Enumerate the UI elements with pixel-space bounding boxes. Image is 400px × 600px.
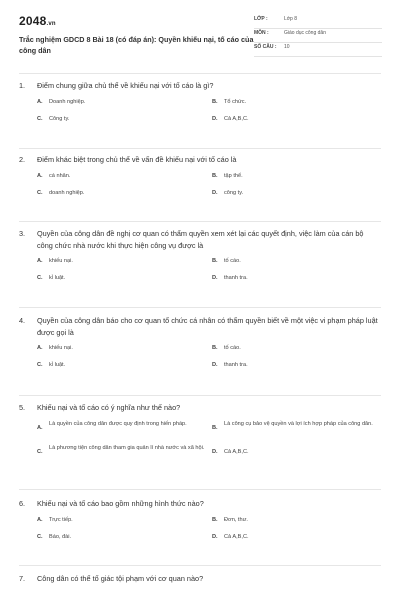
site-logo[interactable]: 2048.vn: [19, 14, 56, 28]
option-c[interactable]: C. Công ty.: [37, 115, 70, 122]
options-row: [19, 189, 381, 206]
question-text: Khiếu nại và tố cáo có ý nghĩa như thế nào?: [37, 403, 181, 412]
document-title: Trắc nghiệm GDCD 8 Bài 18 (có đáp án): Quyền khiếu nại, tố cáo của công dân: [19, 35, 254, 55]
question-number: 1.: [19, 81, 26, 90]
question-stem: [19, 498, 381, 510]
options-row: [19, 172, 381, 189]
option-c[interactable]: C. kỉ luật.: [37, 362, 66, 368]
meta-value: Giáo dục công dân: [284, 30, 326, 36]
question-6: [19, 498, 381, 550]
option-a[interactable]: A. khiếu nại.: [37, 258, 73, 264]
option-b[interactable]: B. tập thể.: [212, 172, 243, 179]
question-text: Quyền của công dân đề nghị cơ quan có thẩm quyền xem xét lại các quyết định, việc làm của cán bộ công chức nhà nước khi thực hiện công vụ được là: [37, 229, 364, 250]
options: [19, 257, 381, 291]
question-number: 5.: [19, 403, 26, 412]
question-text: Điểm chung giữa chủ thể về khiếu nại với tố cáo là gì?: [37, 81, 214, 90]
option-d[interactable]: D. công ty.: [212, 189, 244, 196]
option-d[interactable]: D. thanh tra.: [212, 362, 248, 368]
option-c[interactable]: C. Là phương tiện công dân tham gia quản lí nhà nước và xã hội.: [37, 444, 205, 455]
options-row: [19, 361, 381, 378]
option-b[interactable]: B. Tổ chức.: [212, 98, 247, 105]
question-number: 4.: [19, 316, 26, 325]
question-number: 2.: [19, 155, 26, 164]
options-row: [19, 533, 381, 550]
meta-row-class: [254, 15, 382, 29]
options-row: [19, 98, 381, 115]
option-a[interactable]: A. Doanh nghiệp.: [37, 98, 86, 105]
question-4: [19, 315, 381, 378]
options: [19, 172, 381, 206]
question-text: Công dân có thể tố giác tội phạm với cơ quan nào?: [37, 574, 204, 583]
option-d[interactable]: D. Cả A,B,C.: [212, 448, 249, 455]
options: [19, 420, 381, 468]
question-number: 7.: [19, 574, 26, 583]
question-text: Điểm khác biệt trong chủ thể về vấn đề khiếu nại với tố cáo là: [37, 155, 237, 164]
option-d[interactable]: D. thanh tra.: [212, 275, 248, 281]
question-stem: [19, 80, 381, 92]
options-row: [19, 257, 381, 274]
options-row: [19, 274, 381, 291]
option-a[interactable]: A. Trực tiếp.: [37, 516, 73, 523]
divider: [19, 395, 381, 396]
option-b[interactable]: B. tố cáo.: [212, 258, 241, 264]
document-meta: [254, 15, 382, 57]
question-number: 3.: [19, 229, 26, 238]
option-a[interactable]: A. Là quyền của công dân được quy định trong hiến pháp.: [37, 420, 187, 431]
option-c[interactable]: C. Báo, đài.: [37, 533, 72, 540]
question-text: Quyền của công dân báo cho cơ quan tổ chức cá nhân có thẩm quyền biết về một việc vi phạm pháp luật được gọi là: [37, 316, 378, 337]
options: [19, 516, 381, 550]
question-stem: [19, 315, 381, 338]
option-b[interactable]: B. Đơn, thư.: [212, 516, 248, 523]
document-header: [0, 0, 400, 72]
options-row: [19, 344, 381, 361]
question-number: 6.: [19, 499, 26, 508]
question-text: Khiếu nại và tố cáo bao gồm những hình thức nào?: [37, 499, 204, 508]
options-row: [19, 420, 381, 444]
option-d[interactable]: D. Cả A,B,C.: [212, 533, 249, 540]
divider: [19, 307, 381, 308]
question-1: [19, 80, 381, 132]
question-stem: [19, 402, 381, 414]
meta-row-count: [254, 43, 382, 57]
question-5: [19, 402, 381, 468]
options: [19, 344, 381, 378]
divider: [19, 221, 381, 222]
question-stem: [19, 228, 381, 251]
options-row: [19, 444, 381, 468]
meta-value: Lớp 8: [284, 16, 298, 22]
divider: [19, 148, 381, 149]
option-c[interactable]: C. kỉ luật.: [37, 275, 66, 281]
meta-row-subject: [254, 29, 382, 43]
option-a[interactable]: A. cá nhân.: [37, 172, 71, 179]
option-c[interactable]: C. doanh nghiệp.: [37, 189, 85, 196]
question-stem: [19, 573, 381, 585]
divider: [19, 73, 381, 74]
meta-label: LỚP :: [254, 16, 268, 22]
question-stem: [19, 154, 381, 166]
option-b[interactable]: B. Là công cụ bảo vệ quyền và lợi ích hợp pháp của công dân.: [212, 420, 373, 431]
option-a[interactable]: A. khiếu nại.: [37, 345, 73, 351]
options: [19, 98, 381, 132]
option-b[interactable]: B. tố cáo.: [212, 345, 241, 351]
meta-label: MÔN :: [254, 30, 269, 36]
divider: [19, 489, 381, 490]
meta-label: SỐ CÂU :: [254, 44, 277, 50]
meta-value: 10: [284, 44, 290, 50]
question-2: [19, 154, 381, 206]
divider: [19, 565, 381, 566]
options-row: [19, 516, 381, 533]
option-d[interactable]: D. Cả A,B,C.: [212, 115, 249, 122]
question-7: [19, 573, 381, 585]
question-3: [19, 228, 381, 291]
options-row: [19, 115, 381, 132]
